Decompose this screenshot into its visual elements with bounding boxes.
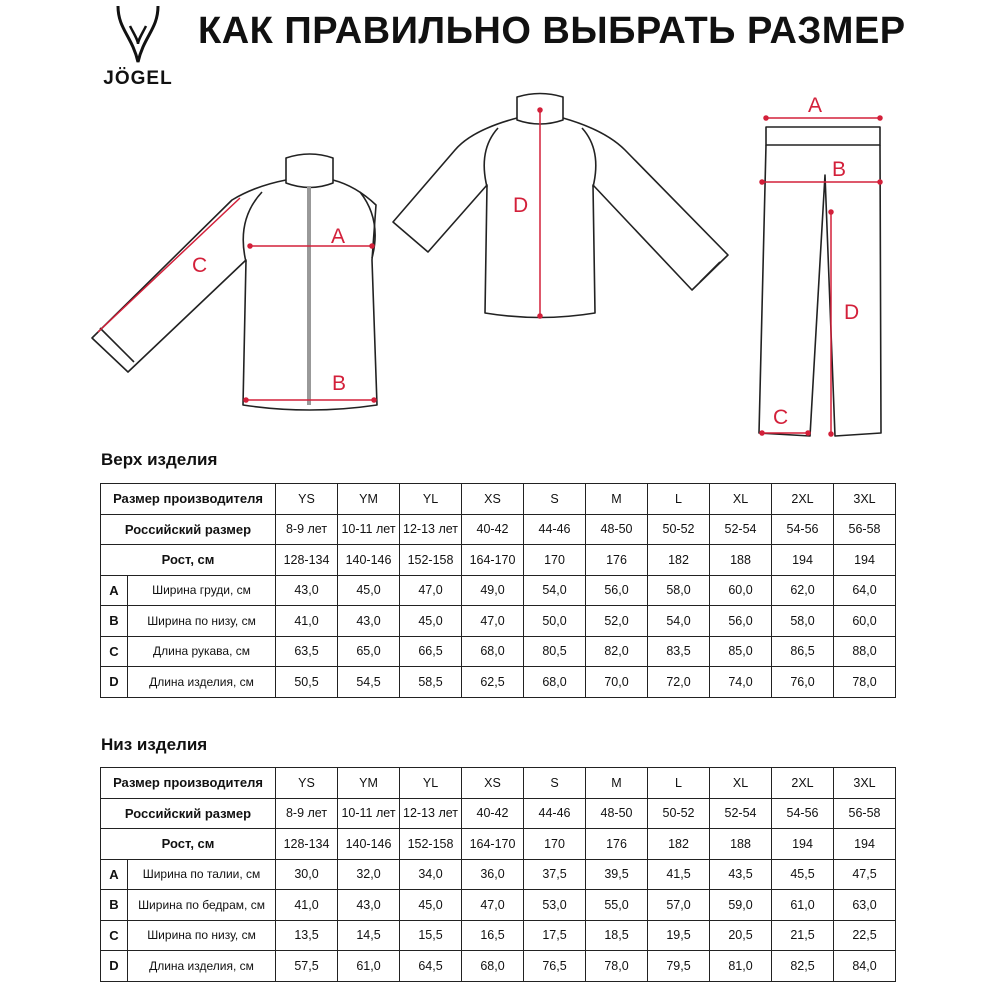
table-cell: XL (710, 484, 772, 515)
table-row (101, 829, 896, 860)
table-cell: 170 (524, 545, 586, 576)
table-cell: 52-54 (710, 798, 772, 829)
table-cell: 58,5 (400, 667, 462, 698)
table-cell: 78,0 (586, 951, 648, 982)
row-label: Ширина по низу, см (128, 920, 276, 951)
table-cell: 194 (772, 545, 834, 576)
table-cell: 61,0 (772, 890, 834, 921)
jacket-label-b: B (332, 372, 347, 395)
row-header-label: Российский размер (101, 798, 276, 829)
table-cell: 64,0 (834, 575, 896, 606)
table-cell: 64,5 (400, 951, 462, 982)
table-cell: 34,0 (400, 859, 462, 890)
measure-letter: A (101, 859, 128, 890)
measure-letter: C (101, 920, 128, 951)
pants-illustration (759, 127, 881, 436)
table-cell: 66,5 (400, 636, 462, 667)
table-cell: 43,5 (710, 859, 772, 890)
table-cell: 52,0 (586, 606, 648, 637)
table-cell: 68,0 (462, 951, 524, 982)
table-cell: 50-52 (648, 798, 710, 829)
table-cell: 16,5 (462, 920, 524, 951)
table-cell: 83,5 (648, 636, 710, 667)
table-cell: S (524, 768, 586, 799)
table-cell: 62,0 (772, 575, 834, 606)
table-row (101, 545, 896, 576)
pants-label-a: A (808, 94, 823, 117)
row-label: Длина изделия, см (128, 667, 276, 698)
row-header-label: Рост, см (101, 545, 276, 576)
table-cell: 60,0 (710, 575, 772, 606)
table-cell: YL (400, 768, 462, 799)
table-row (101, 951, 896, 982)
table-cell: 128-134 (276, 829, 338, 860)
table-cell: 49,0 (462, 575, 524, 606)
table-cell: 57,5 (276, 951, 338, 982)
table-cell: 40-42 (462, 798, 524, 829)
top-size-table (100, 483, 896, 698)
table-cell: 86,5 (772, 636, 834, 667)
table-cell: 36,0 (462, 859, 524, 890)
table-cell: 37,5 (524, 859, 586, 890)
table-cell: 194 (834, 829, 896, 860)
table-cell: 45,0 (400, 606, 462, 637)
table-cell: 58,0 (772, 606, 834, 637)
table-cell: 84,0 (834, 951, 896, 982)
row-label: Длина рукава, см (128, 636, 276, 667)
measure-letter: B (101, 606, 128, 637)
row-label: Ширина по низу, см (128, 606, 276, 637)
table-cell: XS (462, 484, 524, 515)
measure-letter: C (101, 636, 128, 667)
table-cell: L (648, 484, 710, 515)
table-cell: 47,0 (462, 890, 524, 921)
measure-letter: A (101, 575, 128, 606)
table-cell: 56-58 (834, 798, 896, 829)
table-cell: YS (276, 768, 338, 799)
table-cell: 59,0 (710, 890, 772, 921)
table-cell: 58,0 (648, 575, 710, 606)
table-cell: 17,5 (524, 920, 586, 951)
table-cell: 63,5 (276, 636, 338, 667)
table-cell: 62,5 (462, 667, 524, 698)
table-row (101, 890, 896, 921)
table-row (101, 667, 896, 698)
table-cell: 48-50 (586, 514, 648, 545)
table-cell: 44-46 (524, 798, 586, 829)
table-cell: 170 (524, 829, 586, 860)
measure-letter: D (101, 951, 128, 982)
table-cell: 56,0 (710, 606, 772, 637)
table-cell: 80,5 (524, 636, 586, 667)
table-cell: 68,0 (524, 667, 586, 698)
table-cell: 152-158 (400, 545, 462, 576)
table-cell: 78,0 (834, 667, 896, 698)
table-cell: 19,5 (648, 920, 710, 951)
table-cell: 57,0 (648, 890, 710, 921)
table-row (101, 798, 896, 829)
table-cell: 43,0 (338, 890, 400, 921)
table-cell: 8-9 лет (276, 798, 338, 829)
row-header-label: Размер производителя (101, 768, 276, 799)
jacket-label-c: C (192, 254, 208, 277)
table-cell: 82,5 (772, 951, 834, 982)
row-label: Ширина груди, см (128, 575, 276, 606)
bottom-size-table (100, 767, 896, 982)
table-row (101, 920, 896, 951)
table-cell: 2XL (772, 768, 834, 799)
table-row (101, 606, 896, 637)
row-label: Ширина по талии, см (128, 859, 276, 890)
table-cell: 2XL (772, 484, 834, 515)
table-cell: 56,0 (586, 575, 648, 606)
table-cell: 81,0 (710, 951, 772, 982)
table-cell: 41,0 (276, 890, 338, 921)
table-cell: XS (462, 768, 524, 799)
table-cell: 68,0 (462, 636, 524, 667)
row-label: Ширина по бедрам, см (128, 890, 276, 921)
table-row (101, 484, 896, 515)
page-title: КАК ПРАВИЛЬНО ВЫБРАТЬ РАЗМЕР (198, 10, 906, 52)
table-cell: 194 (834, 545, 896, 576)
table-row (101, 575, 896, 606)
table-cell: 10-11 лет (338, 798, 400, 829)
table-cell: L (648, 768, 710, 799)
table-cell: 47,0 (462, 606, 524, 637)
table-cell: 47,5 (834, 859, 896, 890)
table-cell: 30,0 (276, 859, 338, 890)
table-cell: 55,0 (586, 890, 648, 921)
table-cell: 39,5 (586, 859, 648, 890)
table-row (101, 636, 896, 667)
table-cell: YM (338, 768, 400, 799)
table-cell: 82,0 (586, 636, 648, 667)
table-cell: 15,5 (400, 920, 462, 951)
table-cell: 85,0 (710, 636, 772, 667)
row-label: Длина изделия, см (128, 951, 276, 982)
table-cell: 41,5 (648, 859, 710, 890)
table-cell: 54,5 (338, 667, 400, 698)
logo-text: JÖGEL (103, 68, 173, 89)
table-cell: 32,0 (338, 859, 400, 890)
table-cell: 176 (586, 545, 648, 576)
table-cell: 12-13 лет (400, 798, 462, 829)
table-cell: 22,5 (834, 920, 896, 951)
table-cell: 140-146 (338, 829, 400, 860)
table-cell: 50-52 (648, 514, 710, 545)
table-cell: 53,0 (524, 890, 586, 921)
table-cell: 50,5 (276, 667, 338, 698)
table-cell: S (524, 484, 586, 515)
table-cell: 194 (772, 829, 834, 860)
table-cell: 188 (710, 545, 772, 576)
table-cell: M (586, 484, 648, 515)
jacket-label-d: D (513, 194, 529, 217)
table-cell: 70,0 (586, 667, 648, 698)
table-cell: 74,0 (710, 667, 772, 698)
table-cell: 188 (710, 829, 772, 860)
table-cell: 48-50 (586, 798, 648, 829)
table-cell: 52-54 (710, 514, 772, 545)
table-cell: 21,5 (772, 920, 834, 951)
table-row (101, 514, 896, 545)
table-cell: 152-158 (400, 829, 462, 860)
table-cell: YL (400, 484, 462, 515)
table-cell: 47,0 (400, 575, 462, 606)
table-cell: 63,0 (834, 890, 896, 921)
table-cell: 40-42 (462, 514, 524, 545)
table-cell: 61,0 (338, 951, 400, 982)
table-cell: 72,0 (648, 667, 710, 698)
table-cell: 43,0 (276, 575, 338, 606)
row-header-label: Рост, см (101, 829, 276, 860)
table-cell: 10-11 лет (338, 514, 400, 545)
measurement-diagram (0, 0, 1000, 450)
table-cell: 182 (648, 545, 710, 576)
table-cell: YM (338, 484, 400, 515)
table-cell: 76,0 (772, 667, 834, 698)
table-cell: 176 (586, 829, 648, 860)
table-cell: 20,5 (710, 920, 772, 951)
pants-label-d: D (844, 301, 860, 324)
table-cell: 8-9 лет (276, 514, 338, 545)
table-cell: 182 (648, 829, 710, 860)
table-cell: 45,0 (400, 890, 462, 921)
table-row (101, 859, 896, 890)
table-cell: 76,5 (524, 951, 586, 982)
table-cell: 14,5 (338, 920, 400, 951)
table-cell: 140-146 (338, 545, 400, 576)
table-row (101, 768, 896, 799)
table-cell: 88,0 (834, 636, 896, 667)
table-cell: M (586, 768, 648, 799)
table-cell: 164-170 (462, 545, 524, 576)
table-cell: 164-170 (462, 829, 524, 860)
jacket-label-a: A (331, 225, 346, 248)
bottom-section-title: Низ изделия (101, 735, 208, 754)
table-cell: 13,5 (276, 920, 338, 951)
table-cell: 41,0 (276, 606, 338, 637)
table-cell: 54-56 (772, 514, 834, 545)
table-cell: 18,5 (586, 920, 648, 951)
jacket-c-measure-line (98, 198, 240, 332)
table-cell: 45,0 (338, 575, 400, 606)
table-cell: 54-56 (772, 798, 834, 829)
table-cell: 44-46 (524, 514, 586, 545)
table-cell: 54,0 (648, 606, 710, 637)
table-cell: YS (276, 484, 338, 515)
table-cell: 12-13 лет (400, 514, 462, 545)
table-cell: 45,5 (772, 859, 834, 890)
table-cell: 54,0 (524, 575, 586, 606)
table-cell: 65,0 (338, 636, 400, 667)
table-cell: 128-134 (276, 545, 338, 576)
table-cell: 60,0 (834, 606, 896, 637)
table-cell: 79,5 (648, 951, 710, 982)
table-cell: 56-58 (834, 514, 896, 545)
row-header-label: Российский размер (101, 514, 276, 545)
pants-label-b: B (832, 158, 847, 181)
measure-letter: D (101, 667, 128, 698)
table-cell: 3XL (834, 768, 896, 799)
table-cell: 50,0 (524, 606, 586, 637)
table-cell: 3XL (834, 484, 896, 515)
table-cell: XL (710, 768, 772, 799)
jacket-back-illustration (393, 94, 728, 318)
row-header-label: Размер производителя (101, 484, 276, 515)
top-section-title: Верх изделия (101, 450, 218, 469)
table-cell: 43,0 (338, 606, 400, 637)
measure-letter: B (101, 890, 128, 921)
pants-label-c: C (773, 406, 789, 429)
